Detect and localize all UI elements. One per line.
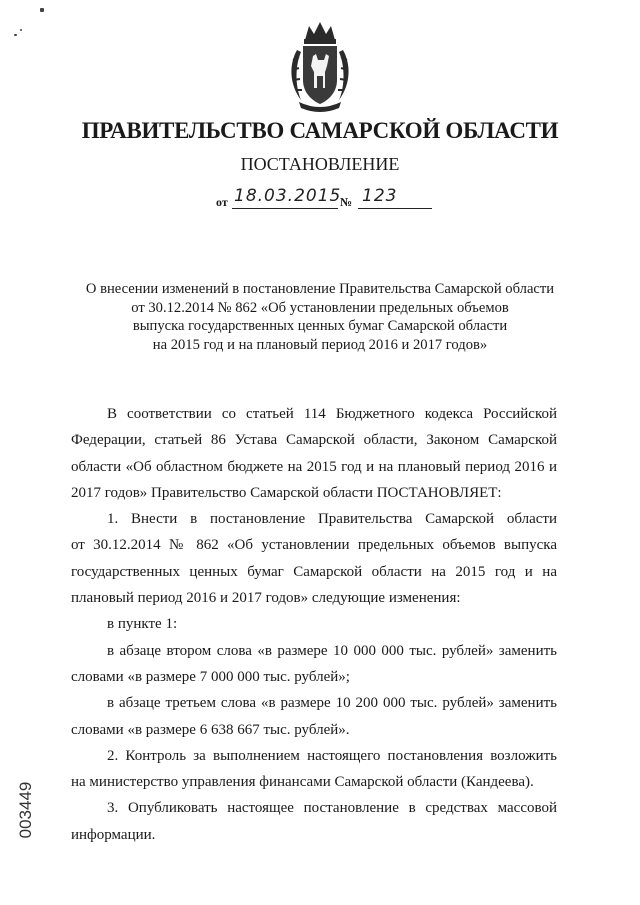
subject-line: О внесении изменений в постановление Правительства Самарской области [85,281,555,297]
body-line: 2017 годов» Правительство Самарской области ПОСТАНОВЛЯЕТ: [71,484,502,501]
body-line: в пункте 1: [107,616,178,633]
number-underline [358,208,432,209]
scan-speck [40,8,44,12]
body-line: Федерации, статьей 86 Устава Самарской области, Законом Самарской [71,432,557,449]
document-subject [60,280,580,354]
organization-title: ПРАВИТЕЛЬСТВО САМАРСКОЙ ОБЛАСТИ [81,118,559,143]
body-line: в абзаце третьем слова «в размере 10 200 000 тыс. рублей» заменить [107,695,557,712]
body-line: 3. Опубликовать настоящее постановление в средствах массовой [107,800,557,817]
scan-speck [14,34,17,36]
scan-speck [20,29,22,31]
samara-coat-of-arms-icon [283,20,357,112]
body-line: словами «в размере 7 000 000 тыс. рублей»; [71,668,350,685]
body-line: информации. [71,826,156,843]
body-line: 1. Внести в постановление Правительства Самарской области [107,511,557,528]
document-number: 123 [362,186,398,206]
body-line: 2. Контроль за выполнением настоящего постановления возложить [107,747,557,764]
side-stamp-number: 003449 [16,781,35,839]
side-registration-stamp [14,770,38,850]
subject-line: от 30.12.2014 № 862 «Об установлении предельных объемов [131,299,509,316]
body-line: области «Об областном бюджете на 2015 год и на плановый период 2016 и [71,458,557,475]
body-line: от 30.12.2014 № 862 «Об установлении предельных объемов выпуска [71,537,557,554]
document-date: 18.03.2015 [234,186,342,206]
number-label: № [340,195,353,209]
date-label: от [216,195,228,209]
body-line: В соответствии со статьей 114 Бюджетного кодекса Российской [107,406,557,422]
subject-line: выпуска государственных ценных бумаг Самарской области [132,318,508,334]
body-line: на министерство управления финансами Самарской области (Кандеева). [71,774,534,791]
date-number-line [216,186,436,212]
document-type: ПОСТАНОВЛЕНИЕ [240,154,400,174]
body-line: в абзаце втором слова «в размере 10 000 000 тыс. рублей» заменить [107,642,557,659]
body-line: плановый период 2016 и 2017 годов» следующие изменения: [71,590,461,607]
date-underline [232,208,338,209]
body-line: государственных ценных бумаг Самарской области на 2015 год и на [71,563,557,580]
body-line: словами «в размере 6 638 667 тыс. рублей». [71,721,350,738]
subject-line: на 2015 год и на плановый период 2016 и 2017 годов» [152,336,488,353]
document-body [71,401,557,848]
